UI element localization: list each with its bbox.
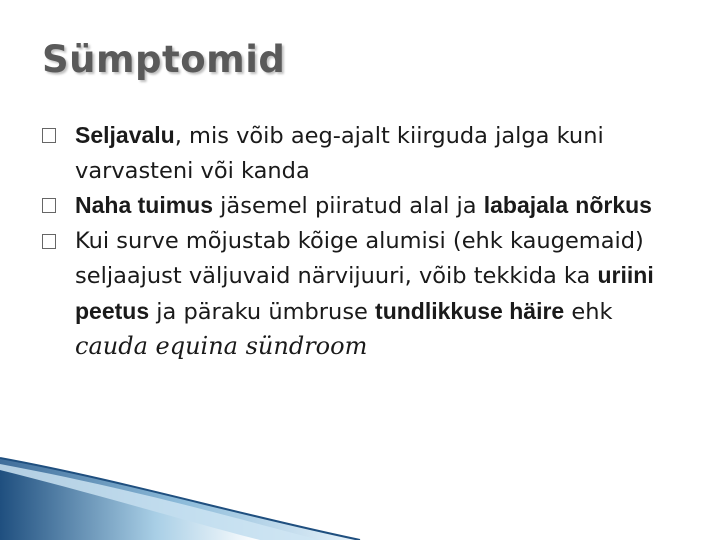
bullet-text: jäsemel piiratud alal ja (213, 193, 484, 219)
term-labajala: labajala (483, 192, 569, 218)
bullet-text: , mis võib aeg-ajalt kiirguda jalga kuni varvasteni või kanda (75, 123, 604, 184)
term-norkus: nõrkus (575, 192, 652, 218)
bullet-box-icon (42, 198, 56, 213)
decorative-wave (0, 440, 720, 540)
bullet-text: Kui surve mõjustab kõige alumisi (ehk kaugemaid) seljaajust väljuvaid närvijuuri, võib tekkida ka (75, 227, 644, 289)
bullet-list (42, 118, 682, 365)
slide-title: Sümptomid (42, 38, 286, 81)
term-tundlikkuse-haire: tundlikkuse häire (375, 297, 565, 324)
bullet-item-1 (42, 118, 682, 188)
bullet-text: ja päraku ümbruse (149, 298, 376, 325)
bullet-box-icon (42, 234, 56, 249)
term-naha-tuimus: Naha tuimus (75, 192, 214, 218)
bullet-item-2 (42, 188, 682, 224)
term-seljavalu: Seljavalu (75, 122, 175, 148)
bullet-item-3 (42, 224, 682, 365)
term-uriini-peetus: uriini peetus (75, 262, 654, 324)
bullet-box-icon (42, 128, 56, 143)
bullet-text: ehk (564, 298, 613, 325)
term-cauda-equina: cauda equina sündroom (75, 332, 368, 360)
